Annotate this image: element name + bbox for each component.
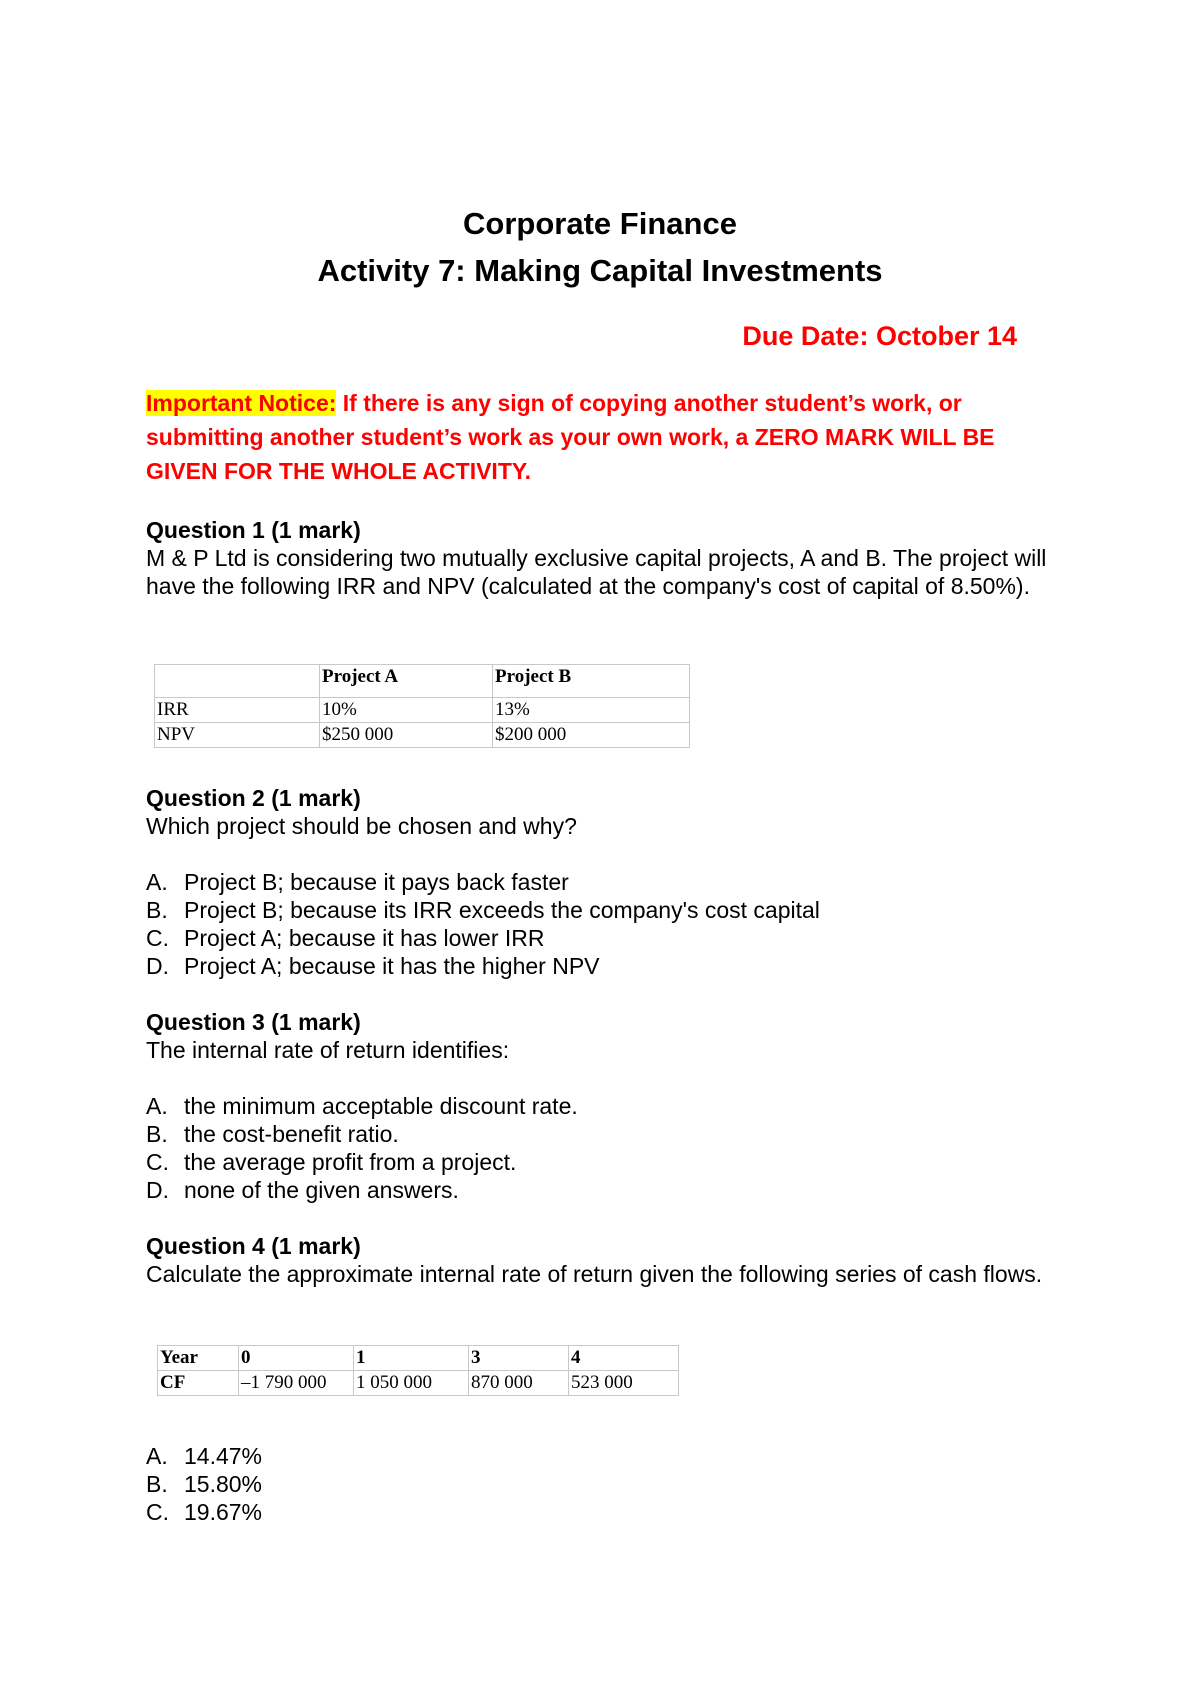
question-text: The internal rate of return identifies: — [146, 1037, 510, 1063]
table-cell: 13% — [493, 698, 690, 723]
answer-options — [146, 868, 1076, 980]
notice-text: If there is any sign of copying another student’s work, or submitting another student’s work as your own work, a — [146, 390, 962, 450]
table-header-cell: 1 — [354, 1346, 469, 1371]
table-cell: –1 790 000 — [239, 1371, 354, 1396]
table-header-cell — [155, 665, 320, 698]
table-row — [155, 698, 690, 723]
question-heading: Question 2 (1 mark) — [146, 785, 361, 811]
question-1 — [146, 516, 1076, 600]
answer-option — [146, 1176, 1076, 1204]
due-date: Due Date: October 14 — [742, 321, 1017, 351]
question-heading: Question 1 (1 mark) — [146, 517, 361, 543]
answer-option — [146, 952, 1076, 980]
table-header-cell: Project A — [320, 665, 493, 698]
answer-option — [146, 1092, 1076, 1120]
answer-option — [146, 924, 1076, 952]
answer-option — [146, 868, 1076, 896]
option-text: Project A; because it has the higher NPV — [184, 953, 600, 979]
question-heading: Question 3 (1 mark) — [146, 1009, 361, 1035]
option-letter: B. — [146, 1121, 168, 1147]
table-row — [158, 1371, 679, 1396]
question-4 — [146, 1232, 1076, 1288]
option-letter: A. — [146, 1443, 168, 1469]
table-cell: $200 000 — [493, 723, 690, 748]
answer-options — [146, 1092, 1076, 1204]
table-header-cell: 3 — [469, 1346, 569, 1371]
question-text: Which project should be chosen and why? — [146, 813, 577, 839]
activity-title: Activity 7: Making Capital Investments — [317, 253, 883, 288]
option-text: the average profit from a project. — [184, 1149, 517, 1175]
answer-option — [146, 1498, 1076, 1526]
option-letter: A. — [146, 869, 168, 895]
answer-option — [146, 896, 1076, 924]
answer-option — [146, 1120, 1076, 1148]
notice-label: Important Notice: — [146, 390, 337, 416]
option-text: 14.47% — [184, 1443, 263, 1469]
option-letter: A. — [146, 1093, 168, 1119]
table-cell: CF — [158, 1371, 239, 1396]
option-letter: B. — [146, 1471, 168, 1497]
question-heading: Question 4 (1 mark) — [146, 1233, 361, 1259]
table-header-cell: Project B — [493, 665, 690, 698]
table-cell: 10% — [320, 698, 493, 723]
question-text: Calculate the approximate internal rate of return given the following series of cash flows. — [146, 1261, 1043, 1287]
option-text: Project B; because its IRR exceeds the company's cost capital — [184, 897, 820, 923]
important-notice — [146, 386, 1066, 488]
table-cell: 870 000 — [469, 1371, 569, 1396]
table-cell: IRR — [155, 698, 320, 723]
table-header-row — [158, 1346, 679, 1371]
question-text: M & P Ltd is considering two mutually exclusive capital projects, A and B. The project will have the following IRR and NPV (calculated at the company's cost of capital of 8.50%). — [146, 545, 1047, 599]
table-cell: 523 000 — [569, 1371, 679, 1396]
table-header-row — [155, 665, 690, 698]
question-2 — [146, 784, 1076, 840]
option-letter: D. — [146, 953, 169, 979]
table-cell: $250 000 — [320, 723, 493, 748]
option-letter: D. — [146, 1177, 169, 1203]
option-text: Project B; because it pays back faster — [184, 869, 569, 895]
table-header-cell: 4 — [569, 1346, 679, 1371]
table-header-cell: 0 — [239, 1346, 354, 1371]
option-letter: C. — [146, 1499, 169, 1525]
option-text: none of the given answers. — [184, 1177, 459, 1203]
option-letter: C. — [146, 925, 169, 951]
table-row — [155, 723, 690, 748]
table-header-cell: Year — [158, 1346, 239, 1371]
question-3 — [146, 1008, 1076, 1064]
option-text: 15.80% — [184, 1471, 263, 1497]
option-text: the minimum acceptable discount rate. — [184, 1093, 578, 1119]
answer-option — [146, 1148, 1076, 1176]
cash-flow-table — [157, 1345, 679, 1396]
notice-emphasis: ZERO MARK WILL BE GIVEN FOR THE WHOLE ACTIVITY. — [146, 424, 995, 484]
course-title: Corporate Finance — [463, 206, 737, 241]
answer-options — [146, 1442, 1076, 1526]
option-text: Project A; because it has lower IRR — [184, 925, 545, 951]
option-letter: B. — [146, 897, 168, 923]
project-comparison-table — [154, 664, 690, 748]
table-cell: 1 050 000 — [354, 1371, 469, 1396]
option-letter: C. — [146, 1149, 169, 1175]
option-text: 19.67% — [184, 1499, 263, 1525]
option-text: the cost-benefit ratio. — [184, 1121, 399, 1147]
table-cell: NPV — [155, 723, 320, 748]
answer-option — [146, 1470, 1076, 1498]
answer-option — [146, 1442, 1076, 1470]
